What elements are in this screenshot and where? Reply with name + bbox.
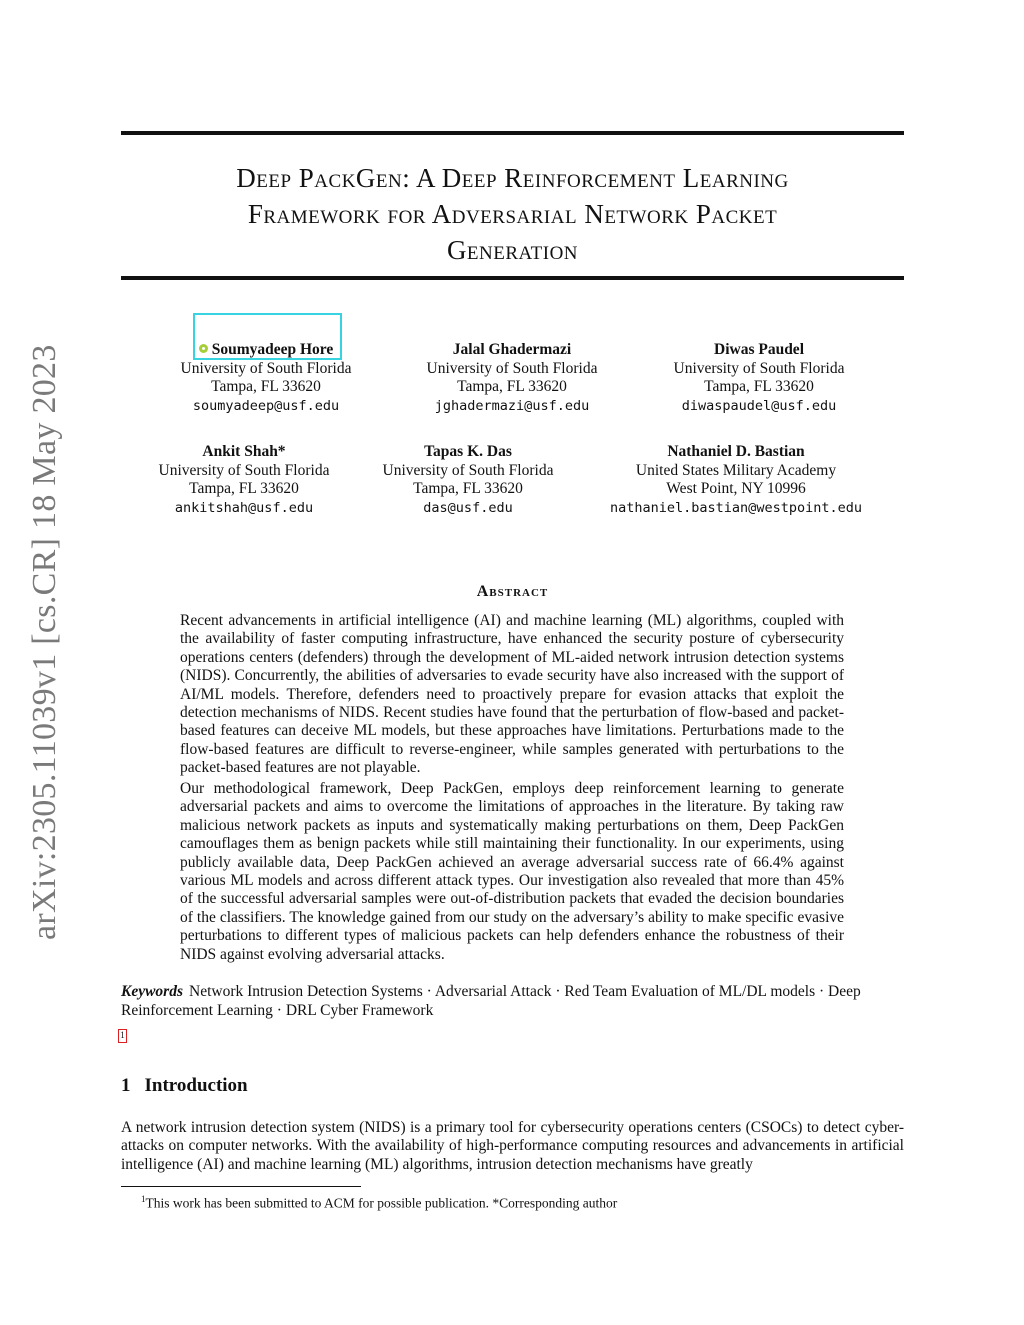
title-bottom-rule <box>121 276 904 280</box>
author-location: Tampa, FL 33620 <box>457 378 567 395</box>
keywords <box>121 983 904 1020</box>
author-name: Ankit Shah* <box>202 443 286 460</box>
author-block <box>318 443 618 517</box>
author-location: Tampa, FL 33620 <box>413 480 523 497</box>
abstract-heading: Abstract <box>476 583 549 600</box>
abstract-paragraph: Recent advancements in artificial intelligence (AI) and machine learning (ML) algorithms, coupled with the availability of faster computing infrastructure, have enhanced the security posture of cybersecurity operations centers (defenders) through the development of ML-aided network intrusion detection systems (NIDS). Concurrently, the abilities of adversaries to evade security have also increased with the support of AI/ML models. Therefore, defenders need to proactively prepare for evasion attacks that exploit the detection mechanisms of NIDS. Recent studies have found that the perturbation of flow-based and packet-based features can deceive ML models, but these approaches have limitations. Perturbations made to the flow-based features are difficult to reverse-engineer, while samples generated with perturbations to the packet-based features are not playable. <box>180 612 844 777</box>
author-affiliation: University of South Florida <box>180 359 352 377</box>
title-line-3: Generation <box>446 235 579 265</box>
author-email[interactable]: das@usf.edu <box>423 499 513 516</box>
author-affiliation: University of South Florida <box>158 461 330 479</box>
title-line-1: Deep PackGen: A Deep Reinforcement Learning <box>236 163 789 193</box>
paper-title <box>121 160 904 268</box>
author-email[interactable]: soumyadeep@usf.edu <box>192 397 340 414</box>
orcid-link-highlight[interactable] <box>193 313 342 360</box>
author-affiliation: University of South Florida <box>382 461 554 479</box>
author-name: Jalal Ghadermazi <box>452 341 572 358</box>
author-name: Tapas K. Das <box>424 443 512 460</box>
footnote-text: This work has been submitted to ACM for possible publication. *Corresponding author <box>145 1195 618 1211</box>
abstract-paragraph: Our methodological framework, Deep PackGen, employs deep reinforcement learning to generate adversarial packets and aims to overcome the limitations of approaches in the literature. By taking raw malicious network packets as inputs and systematically making perturbations on them, Deep PackGen camouflages them as benign packets while still maintaining their functionality. In our experiments, using publicly available data, Deep PackGen achieved an average adversarial success rate of 66.4% against various ML models and across different attack types. Our investigation also revealed that more than 45% of the successful adversarial samples were out-of-distribution packets that evaded the decision boundaries of the classifiers. The knowledge gained from our study on the adversary’s ability to make specific evasive perturbations to different types of malicious packets can help defenders enhance the robustness of their NIDS against evolving adversarial attacks. <box>180 780 844 963</box>
footnote-link[interactable]: 1 <box>118 1029 127 1043</box>
author-affiliation: United States Military Academy <box>635 461 837 479</box>
author-location: West Point, NY 10996 <box>666 480 806 497</box>
author-location: Tampa, FL 33620 <box>211 378 321 395</box>
author-name: Diwas Paudel <box>714 341 804 358</box>
author-affiliation: University of South Florida <box>673 359 845 377</box>
author-location: Tampa, FL 33620 <box>704 378 814 395</box>
author-name[interactable]: Soumyadeep Hore <box>116 341 416 360</box>
author-email[interactable]: ankitshah@usf.edu <box>174 499 314 516</box>
keywords-text: Network Intrusion Detection Systems · Adversarial Attack · Red Team Evaluation of ML/DL models · Deep Reinforcement Learning · DRL Cyber Framework <box>121 983 861 1019</box>
author-block <box>609 341 909 415</box>
keywords-label: Keywords <box>121 983 183 1000</box>
author-block <box>586 443 886 517</box>
author-name: Nathaniel D. Bastian <box>667 443 805 460</box>
introduction-paragraph: A network intrusion detection system (NIDS) is a primary tool for cybersecurity operations centers (CSOCs) to detect cyber-attacks on computer networks. With the availability of high-performance computing resources and advancements in artificial intelligence (AI) and machine learning (ML) algorithms, intrusion detection mechanisms have greatly <box>121 1119 904 1173</box>
arxiv-identifier: arXiv:2305.11039v1 [cs.CR] 18 May 2023 <box>26 344 63 940</box>
author-email[interactable]: diwaspaudel@usf.edu <box>681 397 837 414</box>
author-location: Tampa, FL 33620 <box>189 480 299 497</box>
author-email[interactable]: nathaniel.bastian@westpoint.edu <box>610 499 862 516</box>
footnote <box>141 1191 617 1212</box>
section-number: 1 <box>121 1075 131 1096</box>
section-title: Introduction <box>144 1075 248 1096</box>
footnote-rule <box>121 1186 361 1187</box>
author-affiliation: University of South Florida <box>426 359 598 377</box>
title-line-2: Framework for Adversarial Network Packet <box>247 199 778 229</box>
footnote-mark: 1 <box>141 1194 146 1204</box>
section-heading <box>121 1075 248 1097</box>
author-email[interactable]: jghadermazi@usf.edu <box>434 397 590 414</box>
title-top-rule <box>121 131 904 135</box>
